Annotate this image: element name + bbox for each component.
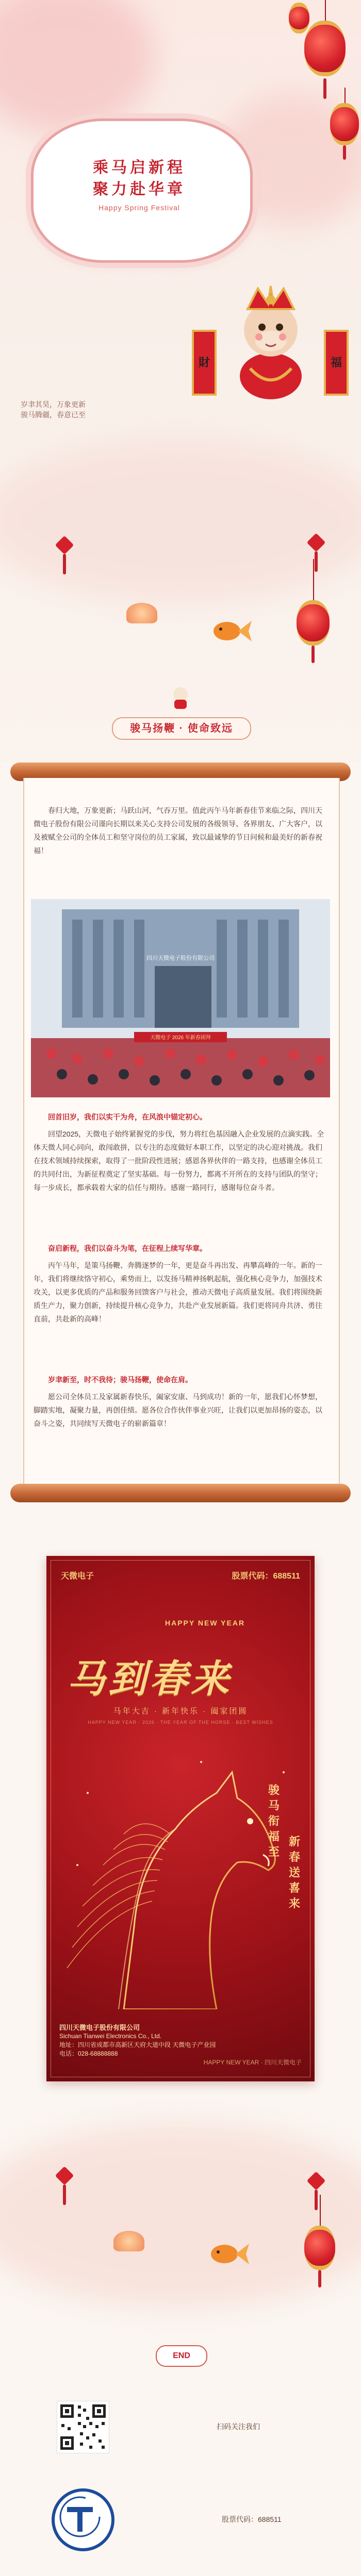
lantern-icon — [304, 2226, 335, 2270]
scroll-banner-left: 財 — [192, 330, 217, 396]
qr-code[interactable] — [57, 2401, 109, 2453]
company-group-photo — [31, 899, 330, 1097]
tassel-icon — [63, 2184, 66, 2205]
qr-caption: 扫码关注我们 — [217, 2422, 260, 2431]
scroll-rod-bottom — [10, 1484, 351, 1502]
header-banner — [0, 0, 361, 762]
poem-line: 岁聿其昊，万象更新 — [21, 400, 86, 409]
poster-phone: 电话：028-68888888 — [59, 2050, 118, 2057]
poster-address: 地址：四川省成都市高新区天府大道中段 天微电子产业园 — [59, 2041, 216, 2048]
poster-monogram: HAPPY NEW YEAR · 四川天微电子 — [203, 2059, 302, 2066]
pink-wash — [0, 0, 155, 134]
end-marker: END — [156, 2345, 207, 2367]
poster-company-en: Sichuan Tianwei Electronics Co., Ltd. — [59, 2032, 162, 2040]
photo-building-sign: 四川天微电子股份有限公司 — [146, 955, 215, 961]
poster-company-cn: 四川天微电子股份有限公司 — [59, 2024, 140, 2031]
poster-stock-code: 股票代码：688511 — [232, 1572, 300, 1581]
article-paragraph: 丙午马年，是策马扬鞭、奔腾逐梦的一年，更是奋斗再出发、再攀高峰的一年。新的一年，我们将继续恪守初心，乘势而上，以发扬马精神扬帆起航，强化核心竞争力，加强技术攻关，以更多优质的产品和服务回馈客户与社会，推动天微电子高质量发展。我们将围绕新质生产力，聚力创新，持续提升核心竞争力，共赴产业发展新篇。我们更将同舟共济、勇往直前，共赴新的高峰！ — [34, 1261, 322, 1323]
golden-horse-illustration — [46, 1731, 315, 2009]
new-year-poster — [46, 1556, 315, 2081]
lantern-icon — [289, 3, 309, 33]
poster-footer — [59, 2023, 302, 2067]
section-heading: 奋启新程，我们以奋斗为笔，在征程上续写华章。 — [48, 1244, 207, 1252]
lantern-icon — [330, 103, 359, 145]
article-paragraph: 愿公司全体员工及家属新春快乐，阖家安康、马到成功！新的一年，愿我们心怀梦想，脚踏实地，凝聚力量，再创佳绩。愿各位合作伙伴事业兴旺，让我们以更加昂扬的姿态，以奋斗之姿，共同续写天微电子的崭新篇章！ — [34, 1393, 322, 1428]
lantern-icon — [297, 600, 330, 646]
tassel-icon — [315, 2190, 318, 2210]
page-title-line2: 聚力赴华章 — [93, 181, 186, 198]
goldfish-icon — [204, 2239, 250, 2272]
poster-happy-new-year: HAPPY NEW YEAR — [165, 1619, 245, 1627]
poster-company-logo: 天微电子 — [61, 1572, 94, 1581]
tassel-icon — [63, 554, 66, 574]
lucky-cat-icon — [170, 685, 191, 714]
company-logo-icon — [52, 2488, 114, 2551]
section-heading: 回首旧岁，我们以实干为舟，在风浪中锚定初心。 — [48, 1113, 207, 1121]
page-title-line1: 乘马启新程 — [93, 159, 186, 176]
ox-mascot-illustration — [222, 273, 320, 402]
page-subtitle: Happy Spring Festival — [99, 204, 180, 212]
lantern-icon — [304, 21, 346, 76]
tassel-icon — [315, 551, 318, 572]
scroll-banner-right: 福 — [324, 330, 349, 396]
slogan-badge: 骏马扬鞭 · 使命致远 — [112, 717, 251, 740]
section-heading: 岁聿新至，时不我待；骏马扬鞭，使命在肩。 — [48, 1376, 192, 1384]
poster-vertical-text: 新春送喜来 — [289, 1835, 301, 1910]
lotus-lantern-icon — [126, 603, 157, 623]
stock-code-label: 股票代码：688511 — [222, 2515, 282, 2523]
article-intro-paragraph: 春归大地，万象更新；马跃山河，气吞万里。值此丙午马年新春佳节来临之际，四川天微电子股份有限公司谨向长期以来关心支持公司发展的各级领导、各界朋友、广大客户，以及被赋全公司的全体员工和坚守岗位的员工家属，致以最诚挚的节日问候和最美好的新春祝福！ — [34, 806, 322, 855]
poem — [21, 399, 86, 420]
poster-small-line: HAPPY NEW YEAR · 2026 · THE YEAR OF THE HORSE · BEST WISHES — [88, 1720, 273, 1725]
lotus-lantern-icon — [113, 2231, 144, 2251]
poster-calligraphy-title: 马到春来 — [67, 1658, 232, 1701]
poem-line: 骏马腾疆，春意已至 — [21, 411, 86, 419]
poster-vertical-text: 骏马衔福至 — [268, 1784, 280, 1858]
article-paragraph: 回望2025，天微电子始终紧握党的步伐，努力将红色基因融入企业发展的点滴实践。全体天微人同心同向，敢闯敢拼，以专注的态度做好本职工作，以坚定的决心迎对挑战。我们在技术领域持续探索，取得了一批阶段性进展；感恩各界伙伴的一路支持，也感谢全体员工的共同付出，为新征程奠定了坚实基础。每一份努力，都离不开所在的支持与团队的坚守；每一步成长，都承载着大家的信任与期待。感谢一路同行，感谢每位奋斗者。 — [34, 1130, 324, 1192]
photo-banner: 天微电子 2026 年新春团拜 — [150, 1035, 211, 1041]
poster-slogan: 马年大吉 · 新年快乐 · 阖家团圆 — [113, 1707, 248, 1716]
pink-wash — [0, 438, 361, 603]
pink-wash — [0, 2123, 361, 2308]
goldfish-icon — [206, 616, 253, 649]
